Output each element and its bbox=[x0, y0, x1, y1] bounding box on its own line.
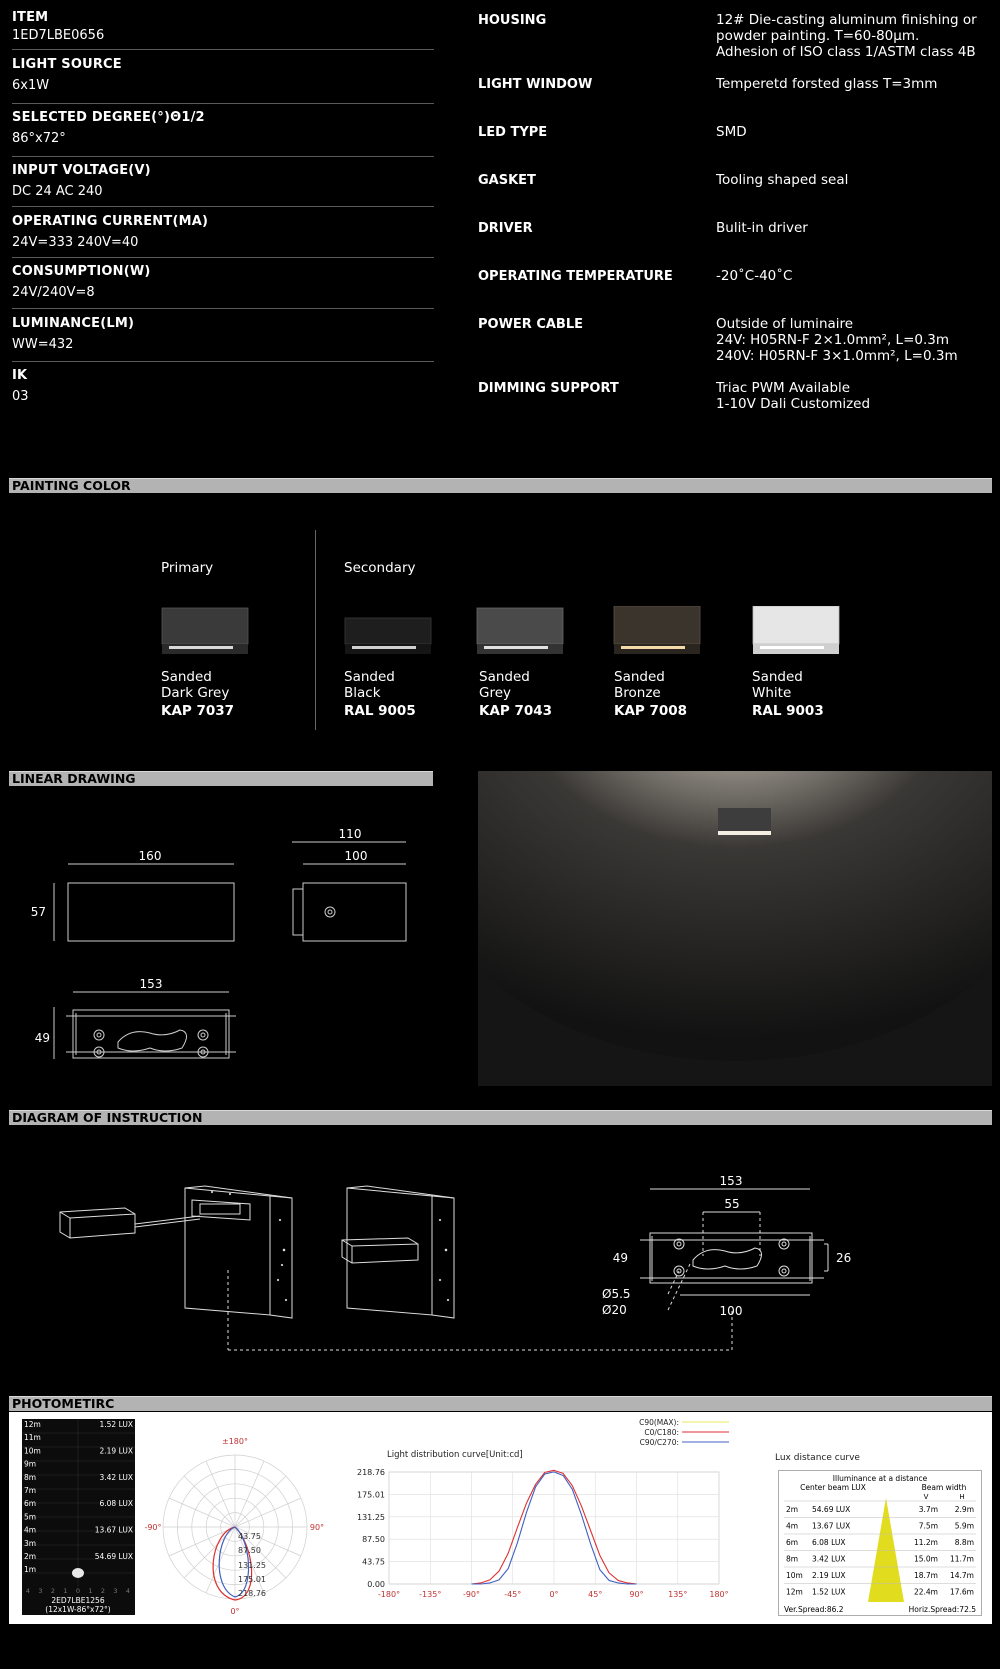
swatch-color-name: Dark Grey bbox=[161, 685, 230, 701]
polar-ring-label: 131.25 bbox=[238, 1561, 266, 1570]
swatch-label-bronze bbox=[614, 669, 687, 719]
lux-row-distance: 5m bbox=[24, 1512, 37, 1522]
dim-hole-large: Ø20 bbox=[602, 1303, 627, 1317]
dim-hole-small: Ø5.5 bbox=[602, 1287, 631, 1301]
x-tick-label: -135° bbox=[419, 1590, 442, 1599]
swatch-bronze bbox=[613, 606, 703, 661]
linear-drawing bbox=[0, 820, 440, 1080]
illum-col-h: H bbox=[959, 1493, 965, 1501]
y-tick-label: 175.01 bbox=[357, 1490, 385, 1500]
lux-axis-tick: 2 bbox=[100, 1587, 106, 1595]
swatch-color-name: Black bbox=[344, 685, 381, 701]
lux-row-value: 54.69 LUX bbox=[94, 1552, 133, 1561]
spec-value: 03 bbox=[12, 389, 29, 404]
lux-row-value: 1.52 LUX bbox=[99, 1420, 133, 1429]
section-bar-painting bbox=[9, 478, 992, 493]
dim-front-height: 57 bbox=[30, 905, 46, 919]
spec-label: POWER CABLE bbox=[478, 317, 584, 332]
swatch-code: KAP 7037 bbox=[161, 703, 235, 719]
light-distribution-chart bbox=[339, 1414, 769, 1624]
section-title: DIAGRAM OF INSTRUCTION bbox=[12, 1110, 203, 1125]
dim-side-inner: 100 bbox=[344, 849, 368, 863]
polar-top-label: ±180° bbox=[222, 1437, 248, 1446]
spec-label: ITEM bbox=[12, 10, 49, 25]
polar-ring-label: 43.75 bbox=[238, 1532, 261, 1541]
dim-side-outer: 110 bbox=[338, 827, 362, 841]
spec-value: Outside of luminaire 24V: H05RN-F 2×1.0mm², L=0.3m 240V: H05RN-F 3×1.0mm², L=0.3m bbox=[716, 316, 958, 364]
spec-value: DC 24 AC 240 bbox=[12, 184, 103, 199]
spec-value: 86°x72° bbox=[12, 131, 66, 146]
lux-row-value: 6.08 LUX bbox=[99, 1499, 133, 1509]
x-tick-label: -90° bbox=[462, 1590, 481, 1599]
spec-value: 12# Die-casting aluminum finishing or powder painting. T=60-80μm. Adhesion of ISO class 1/ASTM class 4B bbox=[716, 12, 977, 60]
illum-row-v: 22.4m bbox=[913, 1587, 938, 1597]
illum-col-beam: Beam width bbox=[921, 1483, 967, 1492]
spec-label: LUMINANCE(LM) bbox=[12, 316, 135, 331]
lux-axis-tick: 4 bbox=[25, 1587, 31, 1595]
illum-row-h: 17.6m bbox=[949, 1587, 974, 1597]
legend-label: C90(MAX): bbox=[639, 1418, 679, 1427]
spec-value: -20˚C-40˚C bbox=[716, 268, 793, 284]
section-title: PAINTING COLOR bbox=[12, 478, 131, 493]
lux-row-distance: 9m bbox=[24, 1459, 37, 1469]
illum-row-distance: 8m bbox=[786, 1554, 799, 1564]
swatch-code: RAL 9003 bbox=[752, 703, 824, 719]
product-render-image bbox=[478, 771, 992, 1086]
dim-front-width: 160 bbox=[138, 849, 162, 863]
lux-row-distance: 4m bbox=[24, 1525, 37, 1535]
illum-row-h: 11.7m bbox=[949, 1554, 974, 1564]
spec-label: HOUSING bbox=[478, 13, 547, 28]
lux-distance-panel bbox=[22, 1419, 135, 1615]
spec-value: 1ED7LBE0656 bbox=[12, 28, 105, 43]
spec-row-luminance bbox=[12, 316, 434, 362]
swatch-finish: Sanded bbox=[161, 669, 212, 685]
swatch-white bbox=[752, 606, 842, 661]
swatch-label-dark-grey bbox=[161, 669, 234, 719]
spec-row-consumption bbox=[12, 264, 434, 309]
spec-label: IK bbox=[12, 368, 28, 383]
dim-back-height: 49 bbox=[34, 1031, 50, 1045]
spec-row-operating-current bbox=[12, 214, 434, 258]
spec-label: LED TYPE bbox=[478, 125, 548, 140]
hor-spread: Horiz.Spread:72.5 bbox=[908, 1605, 976, 1614]
illum-row-h: 14.7m bbox=[949, 1571, 974, 1580]
spec-value: WW=432 bbox=[12, 337, 74, 352]
lux-axis-tick: 1 bbox=[63, 1587, 68, 1595]
model-line-1: 2ED7LBE1256 bbox=[51, 1596, 105, 1605]
illum-row-v: 15.0m bbox=[913, 1554, 938, 1564]
illum-row-v: 11.2m bbox=[913, 1538, 938, 1547]
y-tick-label: 131.25 bbox=[357, 1512, 385, 1522]
lux-row-distance: 6m bbox=[24, 1499, 37, 1509]
swatch-color-name: White bbox=[752, 685, 792, 701]
section-title: LINEAR DRAWING bbox=[12, 771, 136, 786]
illum-row-lux: 13.67 LUX bbox=[812, 1521, 851, 1531]
swatch-label-white bbox=[752, 669, 824, 719]
illum-row-distance: 6m bbox=[786, 1538, 799, 1547]
dim-back-width: 153 bbox=[139, 977, 163, 991]
photometric-panel bbox=[9, 1412, 992, 1624]
swatch-label-grey bbox=[479, 669, 552, 719]
lux-row-distance: 12m bbox=[24, 1420, 41, 1429]
swatch-finish: Sanded bbox=[752, 669, 803, 685]
section-bar-instruction bbox=[9, 1110, 992, 1125]
illum-row-distance: 10m bbox=[786, 1571, 803, 1580]
instruction-diagram bbox=[0, 1160, 1000, 1360]
swatch-finish: Sanded bbox=[479, 669, 530, 685]
polar-ring-label: 218.76 bbox=[238, 1589, 266, 1598]
lux-row-value: 3.42 LUX bbox=[99, 1472, 133, 1482]
spec-row-light-source bbox=[12, 57, 434, 104]
legend-label: C90/C270: bbox=[639, 1438, 679, 1447]
illuminance-table bbox=[778, 1470, 982, 1616]
illum-row-lux: 54.69 LUX bbox=[812, 1505, 851, 1514]
polar-right-label: 90° bbox=[309, 1523, 325, 1532]
spec-row-item bbox=[12, 10, 434, 50]
y-tick-label: 87.50 bbox=[362, 1535, 385, 1545]
spec-label: INPUT VOLTAGE(V) bbox=[12, 163, 151, 178]
lux-row-distance: 11m bbox=[24, 1433, 41, 1443]
lux-row-value: 2.19 LUX bbox=[99, 1446, 133, 1456]
swatch-label-black bbox=[344, 669, 416, 719]
lux-axis-tick: 2 bbox=[50, 1587, 56, 1595]
ver-spread: Ver.Spread:86.2 bbox=[784, 1605, 844, 1614]
x-tick-label: 45° bbox=[588, 1590, 603, 1599]
illum-row-lux: 2.19 LUX bbox=[812, 1571, 846, 1580]
spec-row-input-voltage bbox=[12, 163, 434, 207]
spec-value: Triac PWM Available 1-10V Dali Customized bbox=[716, 380, 871, 412]
lux-row-distance: 7m bbox=[24, 1486, 37, 1495]
spec-label: DRIVER bbox=[478, 221, 533, 236]
lux-axis-tick: 0 bbox=[75, 1587, 81, 1595]
spec-label: CONSUMPTION(W) bbox=[12, 264, 151, 279]
spec-value: Bulit-in driver bbox=[716, 220, 808, 236]
section-title: PHOTOMETIRC bbox=[12, 1396, 115, 1411]
lux-axis-tick: 3 bbox=[38, 1587, 43, 1595]
polar-chart bbox=[141, 1432, 329, 1617]
lux-row-distance: 3m bbox=[24, 1538, 37, 1548]
illum-row-h: 8.8m bbox=[954, 1538, 974, 1547]
legend-label: C0/C180: bbox=[644, 1428, 679, 1437]
swatch-dark-grey bbox=[161, 606, 251, 661]
swatch-black bbox=[344, 606, 434, 661]
lux-axis-tick: 3 bbox=[113, 1587, 118, 1595]
illum-col-v: V bbox=[923, 1493, 929, 1501]
polar-bottom-label: 0° bbox=[230, 1607, 240, 1616]
polar-left-label: -90° bbox=[144, 1523, 162, 1532]
illum-col-center: Center beam LUX bbox=[800, 1483, 866, 1492]
lux-distance-title: Lux distance curve bbox=[775, 1453, 860, 1463]
illum-row-distance: 12m bbox=[786, 1587, 803, 1597]
spec-value: SMD bbox=[716, 124, 747, 140]
x-tick-label: -45° bbox=[504, 1590, 522, 1599]
spec-value: 24V=333 240V=40 bbox=[12, 235, 139, 250]
x-tick-label: 135° bbox=[668, 1590, 688, 1599]
spec-label: OPERATING CURRENT(MA) bbox=[12, 214, 209, 229]
spec-row-ik bbox=[12, 368, 434, 408]
lux-axis-tick: 1 bbox=[88, 1587, 93, 1595]
polar-ring-label: 87.50 bbox=[238, 1546, 261, 1555]
swatch-code: KAP 7043 bbox=[479, 703, 553, 719]
lux-row-distance: 2m bbox=[24, 1552, 37, 1561]
spec-label: OPERATING TEMPERATURE bbox=[478, 269, 673, 284]
spec-label: LIGHT SOURCE bbox=[12, 57, 122, 72]
illum-row-lux: 3.42 LUX bbox=[812, 1554, 846, 1564]
group-divider bbox=[315, 530, 316, 730]
lux-row-distance: 1m bbox=[24, 1565, 37, 1575]
swatch-code: KAP 7008 bbox=[614, 703, 688, 719]
dim-width: 153 bbox=[719, 1174, 743, 1188]
lux-row-value: 13.67 LUX bbox=[94, 1525, 133, 1535]
y-tick-label: 0.00 bbox=[367, 1580, 385, 1589]
swatch-finish: Sanded bbox=[344, 669, 395, 685]
illum-row-lux: 1.52 LUX bbox=[812, 1587, 846, 1597]
dim-center: 55 bbox=[724, 1197, 740, 1211]
illum-row-distance: 2m bbox=[786, 1505, 799, 1514]
spec-label: LIGHT WINDOW bbox=[478, 77, 593, 92]
spec-row-selected-degree bbox=[12, 110, 434, 157]
dim-bottom: 100 bbox=[719, 1304, 743, 1318]
y-tick-label: 218.76 bbox=[357, 1468, 385, 1477]
swatch-grey bbox=[476, 606, 566, 661]
x-tick-label: 0° bbox=[549, 1590, 559, 1599]
illum-row-h: 5.9m bbox=[954, 1521, 974, 1531]
x-tick-label: -180° bbox=[377, 1590, 401, 1599]
y-tick-label: 43.75 bbox=[362, 1557, 385, 1567]
section-bar-linear bbox=[9, 771, 433, 786]
dim-side: 26 bbox=[836, 1251, 852, 1265]
illum-row-v: 7.5m bbox=[918, 1521, 938, 1531]
illum-title: Illuminance at a distance bbox=[832, 1474, 928, 1483]
illum-row-v: 18.7m bbox=[913, 1571, 938, 1580]
spec-label: DIMMING SUPPORT bbox=[478, 381, 619, 396]
swatch-finish: Sanded bbox=[614, 669, 665, 685]
primary-label: Primary bbox=[161, 560, 214, 576]
chart-title: Light distribution curve[Unit:cd] bbox=[387, 1450, 523, 1460]
illum-row-h: 2.9m bbox=[954, 1505, 974, 1514]
spec-label: GASKET bbox=[478, 173, 536, 188]
x-tick-label: 180° bbox=[709, 1590, 729, 1599]
spec-label: SELECTED DEGREE(°)Θ1/2 bbox=[12, 110, 205, 125]
polar-ring-label: 175.01 bbox=[238, 1575, 266, 1584]
spec-value: Tooling shaped seal bbox=[716, 172, 849, 188]
swatch-code: RAL 9005 bbox=[344, 703, 416, 719]
spec-value: Temperetd forsted glass T=3mm bbox=[716, 76, 938, 92]
illum-row-v: 3.7m bbox=[918, 1505, 938, 1514]
illum-row-lux: 6.08 LUX bbox=[812, 1538, 846, 1547]
model-line-2: (12x1W-86°x72°) bbox=[45, 1605, 111, 1614]
lux-row-distance: 8m bbox=[24, 1472, 37, 1482]
lux-axis-tick: 4 bbox=[125, 1587, 131, 1595]
lux-row-distance: 10m bbox=[24, 1446, 41, 1456]
spec-value: 6x1W bbox=[12, 78, 50, 93]
illum-row-distance: 4m bbox=[786, 1521, 799, 1531]
section-bar-photometric bbox=[9, 1396, 992, 1411]
x-tick-label: 90° bbox=[629, 1590, 644, 1599]
secondary-label: Secondary bbox=[344, 560, 416, 576]
swatch-color-name: Bronze bbox=[614, 685, 661, 701]
spec-value: 24V/240V=8 bbox=[12, 285, 95, 300]
swatch-color-name: Grey bbox=[479, 685, 512, 701]
dim-height: 49 bbox=[612, 1251, 628, 1265]
